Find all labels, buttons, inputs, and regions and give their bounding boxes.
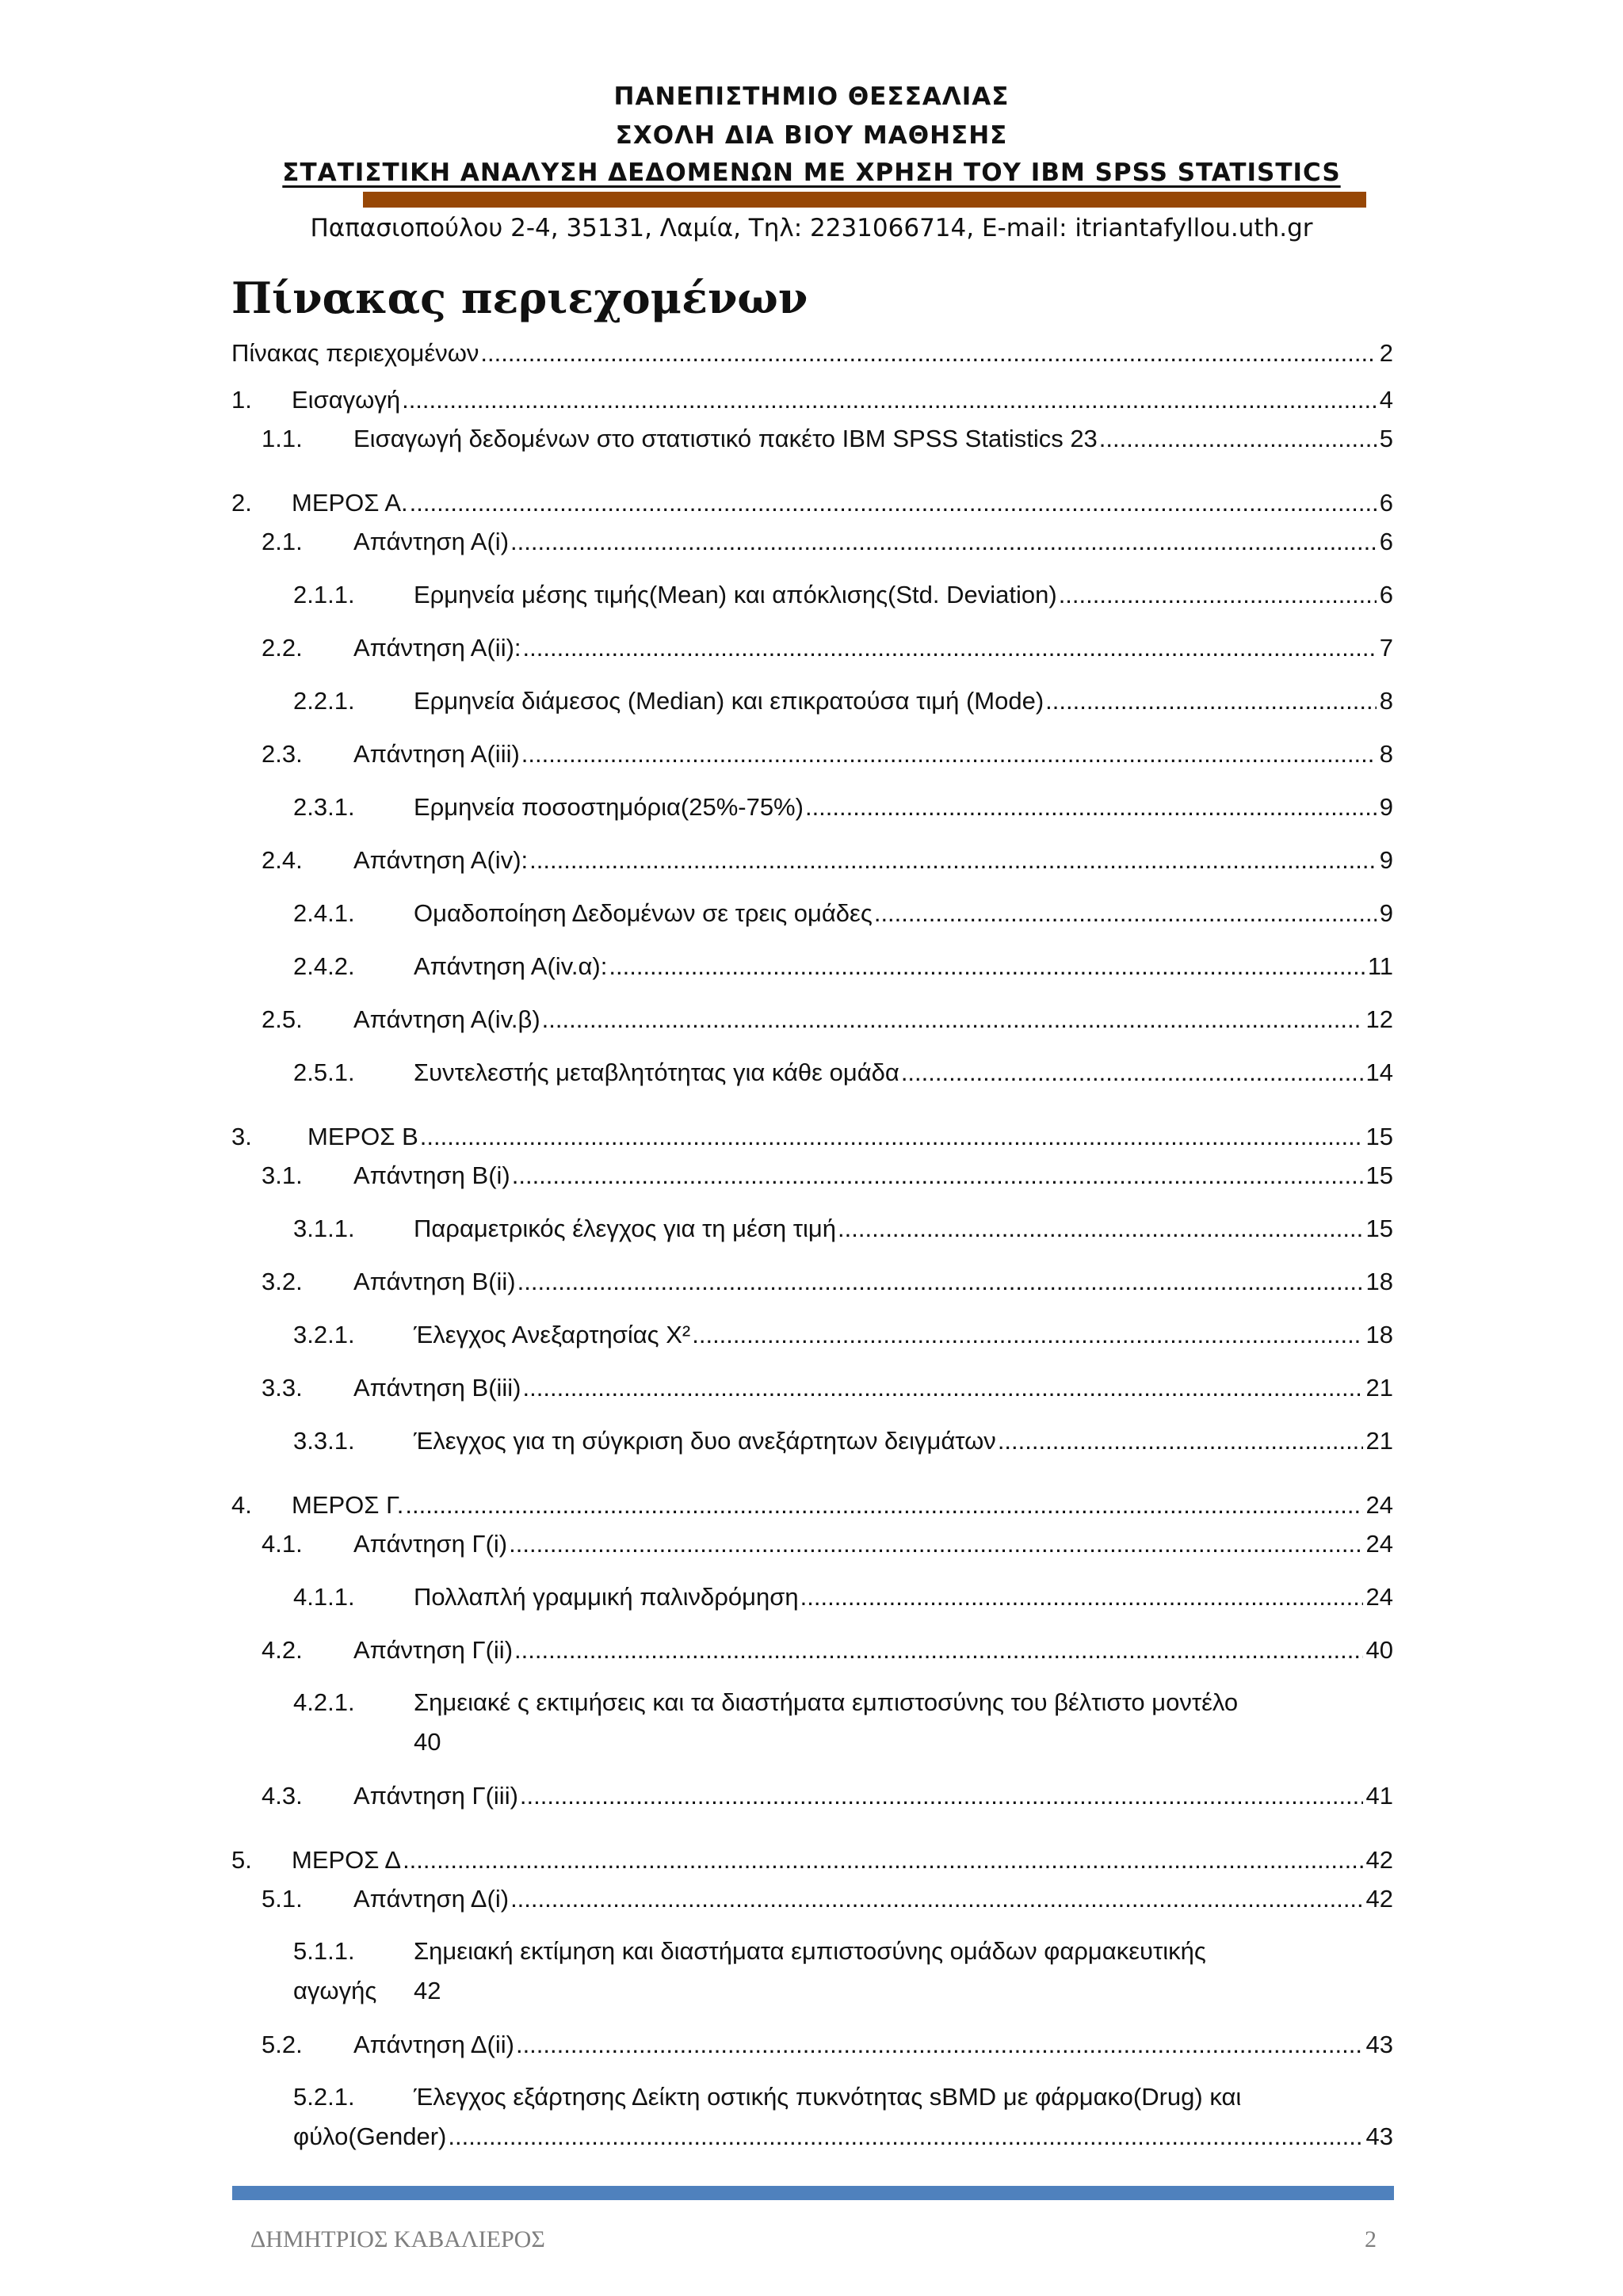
toc-entry-page: 6 bbox=[1379, 528, 1393, 555]
toc-leader-dots bbox=[1099, 421, 1377, 456]
toc-entry[interactable] bbox=[231, 1580, 1393, 1615]
toc-leader-dots bbox=[998, 1424, 1363, 1459]
toc-entry-page: 42 bbox=[1365, 1885, 1393, 1913]
toc-entry-page: 9 bbox=[1379, 899, 1393, 927]
toc-leader-dots bbox=[692, 1318, 1362, 1352]
toc-entry[interactable] bbox=[231, 949, 1393, 984]
toc-entry-number: 5. bbox=[231, 1846, 252, 1874]
toc-entry[interactable] bbox=[231, 1318, 1393, 1352]
toc-entry-page: 18 bbox=[1365, 1268, 1393, 1295]
toc-entry-page: 6 bbox=[1379, 581, 1393, 608]
toc-leader-dots bbox=[542, 1002, 1363, 1037]
footer-divider-bar bbox=[232, 2186, 1394, 2200]
toc-entry-number: 2.1. bbox=[262, 528, 303, 555]
toc-entry-title: Απάντηση Α(iv): bbox=[353, 846, 529, 874]
toc-entry-page: 40 bbox=[1365, 1636, 1393, 1664]
toc-entry-title: ΜΕΡΟΣ Β bbox=[307, 1123, 418, 1150]
toc-entry-number: 3.1.1. bbox=[293, 1215, 355, 1242]
toc-entry-number: 1. bbox=[231, 386, 252, 414]
toc-entry-title: Ερμηνεία μέσης τιμής(Mean) και απόκλισης(Std. Deviation) bbox=[414, 581, 1057, 608]
footer-page-number: 2 bbox=[1365, 2226, 1377, 2252]
toc-leader-dots bbox=[800, 1580, 1363, 1615]
contact-address: Παπασιοπούλου 2-4, 35131, Λαμία, Τηλ: 2231066714, E-mail: itriantafyllou.uth.gr bbox=[310, 214, 1313, 242]
toc-entry-title: Σημειακέ ς εκτιμήσεις και τα διαστήματα εμπιστοσύνης του βέλτιστο μοντέλο bbox=[414, 1688, 1239, 1716]
toc-entry-number: 2.1.1. bbox=[293, 581, 355, 608]
toc-entry-number: 3.1. bbox=[262, 1161, 303, 1189]
toc-entry-title: Εισαγωγή δεδομένων στο στατιστικό πακέτο IBM SPSS Statistics 23 bbox=[353, 425, 1098, 452]
toc-leader-dots bbox=[523, 1371, 1363, 1405]
toc-entry-title: Απάντηση Γ(iii) bbox=[353, 1782, 518, 1810]
toc-entry-number: 1.1. bbox=[262, 425, 303, 452]
toc-entry-page: 14 bbox=[1365, 1058, 1393, 1086]
toc-entry-title: Απάντηση Γ(ii) bbox=[353, 1636, 514, 1664]
toc-entry-page: 15 bbox=[1365, 1123, 1393, 1150]
toc-entry-number: 2. bbox=[231, 489, 252, 517]
toc-entry[interactable] bbox=[231, 486, 1393, 521]
toc-leader-dots bbox=[1045, 684, 1377, 719]
toc-entry-title: Απάντηση Β(ii) bbox=[353, 1268, 516, 1295]
toc-entry-page: 21 bbox=[1365, 1374, 1393, 1402]
toc-entry-page: 4 bbox=[1379, 386, 1393, 414]
toc-leader-dots bbox=[521, 737, 1377, 772]
university-name: ΠΑΝΕΠΙΣΤΗΜΙΟ ΘΕΣΣΑΛΙΑΣ bbox=[613, 82, 1010, 111]
toc-entry-number: 4.1. bbox=[262, 1530, 303, 1558]
toc-leader-dots bbox=[402, 383, 1377, 418]
toc-leader-dots bbox=[529, 843, 1377, 878]
toc-heading: Πίνακας περιεχομένων bbox=[231, 273, 808, 323]
toc-entry-number: 2.2.1. bbox=[293, 687, 355, 715]
toc-entry-title: ΜΕΡΟΣ Γ. bbox=[292, 1491, 404, 1519]
toc-entry[interactable] bbox=[231, 1779, 1393, 1814]
toc-entry-page: 43 bbox=[1365, 2031, 1393, 2058]
toc-entry-page: 24 bbox=[1365, 1583, 1393, 1611]
toc-leader-dots bbox=[520, 1779, 1363, 1814]
toc-leader-dots bbox=[838, 1211, 1362, 1246]
toc-entry-title: Απάντηση Β(iii) bbox=[353, 1374, 521, 1402]
toc-entry-page: 15 bbox=[1365, 1215, 1393, 1242]
toc-entry-page: 42 bbox=[1365, 1846, 1393, 1874]
toc-entry-number: 2.5. bbox=[262, 1005, 303, 1033]
toc-entry-page: 18 bbox=[1365, 1321, 1393, 1348]
toc-entry-title-continued: φύλο(Gender) bbox=[293, 2122, 447, 2150]
toc-entry[interactable] bbox=[231, 684, 1393, 719]
toc-entry[interactable] bbox=[231, 1527, 1393, 1562]
toc-entry-title: Ερμηνεία διάμεσος (Median) και επικρατούσα τιμή (Mode) bbox=[414, 687, 1044, 715]
toc-leader-dots bbox=[609, 949, 1364, 984]
toc-entry-page: 42 bbox=[414, 1977, 441, 2004]
toc-leader-dots bbox=[448, 2119, 1362, 2154]
toc-entry-page: 9 bbox=[1379, 846, 1393, 874]
toc-entry[interactable] bbox=[231, 843, 1393, 878]
toc-entry-number: 2.4. bbox=[262, 846, 303, 874]
toc-entry[interactable] bbox=[231, 1211, 1393, 1246]
toc-entry-page: 6 bbox=[1379, 489, 1393, 517]
toc-leader-dots bbox=[516, 2027, 1363, 2062]
toc-entry-title: ΜΕΡΟΣ Δ bbox=[292, 1846, 402, 1874]
toc-entry-number: 4.1.1. bbox=[293, 1583, 355, 1611]
toc-entry[interactable] bbox=[231, 383, 1393, 418]
toc-entry[interactable] bbox=[231, 1055, 1393, 1090]
toc-entry-title: Έλεγχος Ανεξαρτησίας Χ² bbox=[414, 1321, 691, 1348]
header-divider-bar bbox=[363, 192, 1366, 208]
toc-leader-dots bbox=[523, 631, 1377, 666]
toc-entry[interactable] bbox=[231, 1843, 1393, 1878]
toc-entry[interactable] bbox=[231, 631, 1393, 666]
toc-leader-dots bbox=[901, 1055, 1363, 1090]
toc-entry-page: 5 bbox=[1379, 425, 1393, 452]
toc-entry-title: Απάντηση Α(iii) bbox=[353, 740, 520, 768]
toc-entry-page: 8 bbox=[1379, 740, 1393, 768]
toc-leader-dots bbox=[410, 486, 1377, 521]
toc-entry-page: 40 bbox=[414, 1728, 441, 1756]
toc-entry-title: Πίνακας περιεχομένων bbox=[231, 339, 479, 367]
toc-entry-title: Συντελεστής μεταβλητότητας για κάθε ομάδα bbox=[414, 1058, 899, 1086]
toc-leader-dots bbox=[805, 790, 1377, 825]
toc-entry-number: 2.3. bbox=[262, 740, 303, 768]
toc-entry[interactable] bbox=[231, 1882, 1393, 1917]
toc-entry-page: 43 bbox=[1365, 2122, 1393, 2150]
toc-entry[interactable] bbox=[231, 578, 1393, 612]
toc-entry-title: Απάντηση Δ(i) bbox=[353, 1885, 510, 1913]
toc-leader-dots bbox=[420, 1119, 1363, 1154]
toc-leader-dots bbox=[403, 1843, 1362, 1878]
toc-entry-title: Ερμηνεία ποσοστημόρια(25%-75%) bbox=[414, 793, 804, 821]
toc-entry-title: Απάντηση Α(iv.β) bbox=[353, 1005, 540, 1033]
toc-entry-title: Απάντηση Δ(ii) bbox=[353, 2031, 514, 2058]
toc-entry-title: Απάντηση Γ(i) bbox=[353, 1530, 508, 1558]
toc-entry-page: 8 bbox=[1379, 687, 1393, 715]
toc-entry-title: Απάντηση Α(ii): bbox=[353, 634, 521, 662]
toc-entry-title: Εισαγωγή bbox=[292, 386, 401, 414]
toc-leader-dots bbox=[512, 1158, 1363, 1193]
toc-entry-number: 3.3.1. bbox=[293, 1427, 355, 1455]
toc-entry-page: 9 bbox=[1379, 793, 1393, 821]
toc-entry[interactable] bbox=[231, 1633, 1393, 1668]
toc-entry-title-continued: αγωγής bbox=[293, 1977, 377, 2004]
toc-entry-page: 11 bbox=[1367, 952, 1393, 980]
toc-entry[interactable] bbox=[231, 737, 1393, 772]
toc-entry-title: Ομαδοποίηση Δεδομένων σε τρεις ομάδες bbox=[414, 899, 873, 927]
toc-entry-number: 4.3. bbox=[262, 1782, 303, 1810]
toc-entry-number: 2.4.2. bbox=[293, 952, 355, 980]
toc-entry[interactable] bbox=[231, 336, 1393, 371]
toc-entry-page: 24 bbox=[1365, 1491, 1393, 1519]
toc-entry-number: 2.4.1. bbox=[293, 899, 355, 927]
toc-entry[interactable] bbox=[231, 2027, 1393, 2062]
toc-entry-page: 15 bbox=[1365, 1161, 1393, 1189]
toc-entry[interactable] bbox=[231, 896, 1393, 931]
toc-entry-number: 5.1. bbox=[262, 1885, 303, 1913]
toc-entry[interactable] bbox=[231, 1264, 1393, 1299]
toc-leader-dots bbox=[1059, 578, 1377, 612]
toc-entry[interactable] bbox=[231, 1158, 1393, 1193]
toc-leader-dots bbox=[480, 336, 1376, 371]
toc-entry-number: 5.2.1. bbox=[293, 2083, 355, 2111]
toc-entry[interactable] bbox=[231, 1119, 1393, 1154]
toc-entry[interactable] bbox=[231, 524, 1393, 559]
toc-entry-title: Παραμετρικός έλεγχος για τη μέση τιμή bbox=[414, 1215, 837, 1242]
toc-leader-dots bbox=[509, 1527, 1362, 1562]
toc-entry[interactable] bbox=[231, 1424, 1393, 1459]
toc-entry-title: ΜΕΡΟΣ Α. bbox=[292, 489, 408, 517]
toc-entry-number: 4. bbox=[231, 1491, 252, 1519]
toc-leader-dots bbox=[517, 1264, 1363, 1299]
toc-entry-title: Απάντηση Α(iv.α): bbox=[414, 952, 608, 980]
toc-entry-page: 21 bbox=[1365, 1427, 1393, 1455]
toc-entry-number: 5.1.1. bbox=[293, 1937, 355, 1965]
toc-entry-title: Απάντηση Α(i) bbox=[353, 528, 510, 555]
toc-entry-number: 4.2. bbox=[262, 1636, 303, 1664]
toc-entry-number: 4.2.1. bbox=[293, 1688, 355, 1716]
course-title: ΣΤΑΤΙΣΤΙΚΗ ΑΝΑΛΥΣΗ ΔΕΔΟΜΕΝΩΝ ΜΕ ΧΡΗΣΗ ΤΟΥ IBM SPSS STATISTICS bbox=[282, 158, 1341, 187]
toc-leader-dots bbox=[510, 524, 1377, 559]
toc-entry-number: 2.2. bbox=[262, 634, 303, 662]
toc-entry-number: 3.3. bbox=[262, 1374, 303, 1402]
toc-entry[interactable] bbox=[231, 1002, 1393, 1037]
toc-entry-title: Απάντηση Β(i) bbox=[353, 1161, 510, 1189]
toc-entry-title: Σημειακή εκτίμηση και διαστήματα εμπιστοσύνης ομάδων φαρμακευτικής bbox=[414, 1937, 1206, 1965]
toc-entry-number: 3. bbox=[231, 1123, 252, 1150]
toc-entry[interactable] bbox=[231, 1371, 1393, 1405]
toc-leader-dots bbox=[874, 896, 1377, 931]
toc-leader-dots bbox=[510, 1882, 1362, 1917]
toc-entry-page: 12 bbox=[1365, 1005, 1393, 1033]
toc-entry[interactable] bbox=[231, 1488, 1393, 1523]
toc-entry-title: Πολλαπλή γραμμική παλινδρόμηση bbox=[414, 1583, 799, 1611]
toc-entry-number: 3.2. bbox=[262, 1268, 303, 1295]
toc-entry-page: 2 bbox=[1379, 339, 1393, 367]
toc-entry-number: 3.2.1. bbox=[293, 1321, 355, 1348]
toc-entry-page: 24 bbox=[1365, 1530, 1393, 1558]
toc-leader-dots bbox=[405, 1488, 1362, 1523]
toc-leader-dots bbox=[514, 1633, 1363, 1668]
toc-entry-number: 2.3.1. bbox=[293, 793, 355, 821]
school-name: ΣΧΟΛΗ ΔΙΑ ΒΙΟΥ ΜΑΘΗΣΗΣ bbox=[615, 121, 1008, 150]
toc-entry-title: Έλεγχος για τη σύγκριση δυο ανεξάρτητων δειγμάτων bbox=[414, 1427, 996, 1455]
toc-entry-number: 2.5.1. bbox=[293, 1058, 355, 1086]
toc-entry-page: 41 bbox=[1365, 1782, 1393, 1810]
toc-entry[interactable] bbox=[231, 790, 1393, 825]
toc-entry-title: Έλεγχος εξάρτησης Δείκτη οστικής πυκνότητας sBMD με φάρμακο(Drug) και bbox=[414, 2083, 1242, 2111]
toc-entry[interactable] bbox=[231, 421, 1393, 456]
toc-entry-number: 5.2. bbox=[262, 2031, 303, 2058]
toc-entry-page: 7 bbox=[1379, 634, 1393, 662]
footer-author: ΔΗΜΗΤΡΙΟΣ ΚΑΒΑΛΙΕΡΟΣ bbox=[250, 2226, 545, 2252]
